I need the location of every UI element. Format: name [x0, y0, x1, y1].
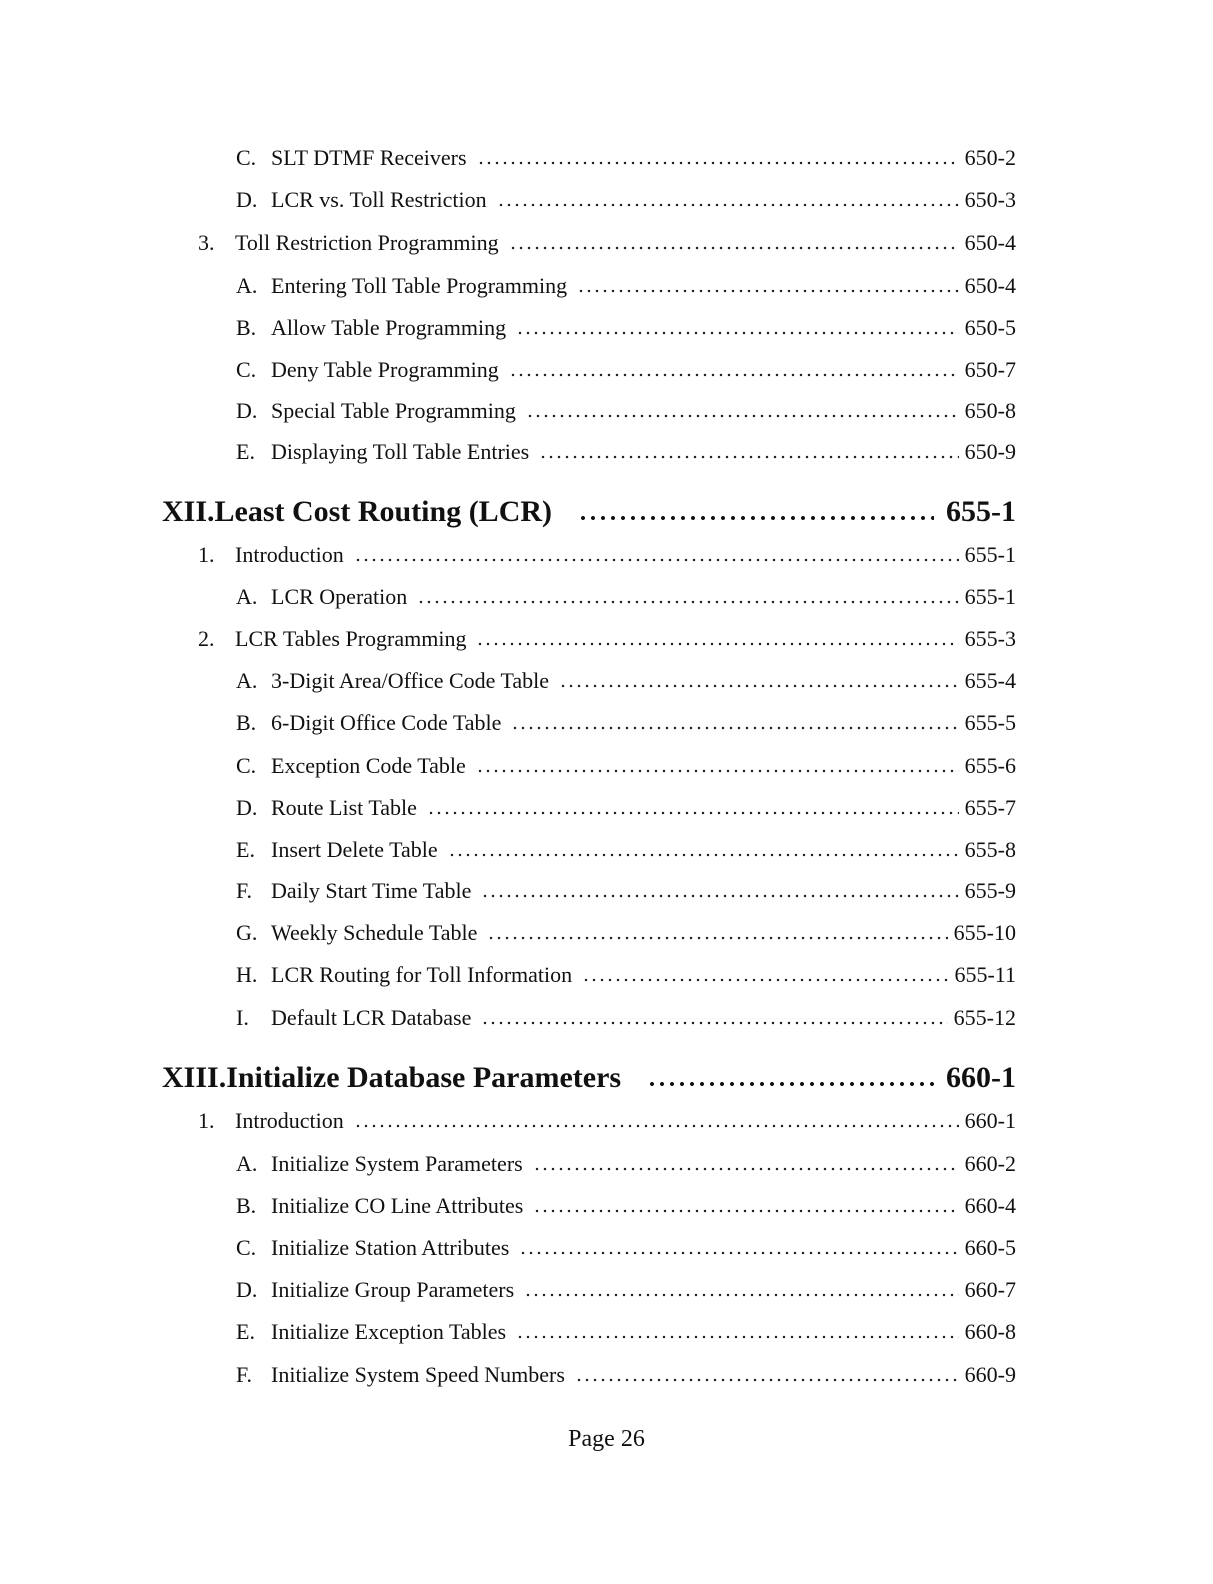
section-heading — [162, 1060, 1016, 1096]
dot-leader — [582, 962, 948, 982]
dot-leader — [516, 1319, 959, 1339]
toc-entry — [236, 919, 1016, 947]
entry-page: 655-9 — [964, 878, 1016, 903]
dot-leader — [575, 1362, 959, 1382]
entry-marker: D. — [236, 1277, 258, 1302]
entry-title: Weekly Schedule Table — [271, 920, 478, 945]
dot-leader — [354, 542, 959, 562]
toc-entry — [236, 752, 1016, 780]
dot-leader — [524, 1277, 959, 1297]
entry-page: 650-4 — [964, 273, 1016, 298]
entry-page: 655-6 — [964, 753, 1016, 778]
entry-marker: A. — [236, 273, 258, 298]
section-page: 655-1 — [946, 495, 1016, 528]
entry-title: Initialize Exception Tables — [271, 1319, 507, 1344]
entry-title: Entering Toll Table Programming — [271, 273, 568, 298]
toc-entry — [236, 667, 1016, 695]
dot-leader — [481, 1005, 947, 1025]
section-title: XII.Least Cost Routing (LCR) — [162, 495, 553, 528]
entry-title: Allow Table Programming — [271, 315, 507, 340]
dot-leader — [519, 1235, 958, 1255]
dot-leader — [539, 439, 958, 459]
entry-marker: I. — [236, 1005, 249, 1030]
entry-title: LCR Routing for Toll Information — [271, 962, 573, 987]
entry-page: 660-8 — [964, 1319, 1016, 1344]
toc-entry — [236, 186, 1016, 214]
toc-entry — [236, 1004, 1016, 1032]
entry-marker: B. — [236, 315, 257, 340]
section-heading — [162, 494, 1016, 530]
entry-marker: A. — [236, 668, 258, 693]
entry-title: Daily Start Time Table — [271, 878, 472, 903]
toc-entry — [236, 709, 1016, 737]
toc-entry — [236, 794, 1016, 822]
dot-leader — [647, 1063, 934, 1087]
toc-entry — [236, 1150, 1016, 1178]
entry-page: 650-5 — [964, 315, 1016, 340]
entry-page: 650-2 — [964, 145, 1016, 170]
dot-leader — [427, 795, 959, 815]
toc-entry — [236, 1276, 1016, 1304]
entry-title: 3-Digit Area/Office Code Table — [271, 668, 550, 693]
entry-page: 660-1 — [964, 1108, 1016, 1133]
toc-entry — [198, 625, 1016, 653]
entry-marker: D. — [236, 398, 258, 423]
toc-entry — [236, 144, 1016, 172]
entry-page: 655-8 — [964, 837, 1016, 862]
entry-title: Displaying Toll Table Entries — [271, 439, 530, 464]
section-title: XIII.Initialize Database Parameters — [162, 1061, 622, 1094]
dot-leader — [509, 357, 959, 377]
entry-marker: 3. — [198, 230, 215, 255]
entry-marker: A. — [236, 584, 258, 609]
toc-entry — [236, 836, 1016, 864]
entry-page: 655-1 — [964, 584, 1016, 609]
toc-entry — [236, 1361, 1016, 1389]
entry-title: LCR Tables Programming — [235, 626, 467, 651]
entry-marker: D. — [236, 187, 258, 212]
entry-title: Introduction — [235, 1108, 344, 1133]
entry-title: Special Table Programming — [271, 398, 516, 423]
dot-leader — [578, 497, 934, 521]
dot-leader — [476, 626, 958, 646]
dot-leader — [497, 187, 959, 207]
entry-title: Toll Restriction Programming — [235, 230, 499, 255]
entry-marker: C. — [236, 357, 257, 382]
entry-title: Introduction — [235, 542, 344, 567]
entry-title: Route List Table — [271, 795, 417, 820]
dot-leader — [559, 668, 959, 688]
entry-title: Initialize Station Attributes — [271, 1235, 510, 1260]
entry-page: 660-5 — [964, 1235, 1016, 1260]
entry-marker: C. — [236, 1235, 257, 1260]
toc-entry — [198, 229, 1016, 257]
entry-page: 655-1 — [964, 542, 1016, 567]
entry-title: Insert Delete Table — [271, 837, 438, 862]
toc-entry — [236, 438, 1016, 466]
entry-marker: F. — [236, 878, 252, 903]
entry-title: Exception Code Table — [271, 753, 466, 778]
entry-page: 655-4 — [964, 668, 1016, 693]
toc-entry — [236, 356, 1016, 384]
entry-marker: D. — [236, 795, 258, 820]
entry-title: 6-Digit Office Code Table — [271, 710, 502, 735]
entry-page: 650-4 — [964, 230, 1016, 255]
dot-leader — [476, 753, 959, 773]
entry-page: 660-7 — [964, 1277, 1016, 1302]
entry-marker: B. — [236, 710, 257, 735]
entry-page: 655-5 — [964, 710, 1016, 735]
entry-title: Initialize System Parameters — [271, 1151, 523, 1176]
entry-title: Initialize System Speed Numbers — [271, 1362, 565, 1387]
entry-marker: 1. — [198, 1108, 215, 1133]
dot-leader — [477, 145, 959, 165]
toc-entry — [198, 1107, 1016, 1135]
toc-entry — [236, 1192, 1016, 1220]
section-page: 660-1 — [946, 1061, 1016, 1094]
dot-leader — [417, 584, 958, 604]
entry-marker: 2. — [198, 626, 215, 651]
dot-leader — [354, 1108, 959, 1128]
page-number: Page 26 — [568, 1426, 645, 1452]
entry-title: Initialize CO Line Attributes — [271, 1193, 524, 1218]
toc-entry — [236, 583, 1016, 611]
entry-page: 650-9 — [964, 439, 1016, 464]
dot-leader — [448, 837, 959, 857]
entry-marker: C. — [236, 145, 257, 170]
dot-leader — [511, 710, 958, 730]
toc-entry — [236, 1234, 1016, 1262]
toc-entry — [198, 541, 1016, 569]
entry-page: 660-9 — [964, 1362, 1016, 1387]
dot-leader — [577, 273, 959, 293]
entry-marker: G. — [236, 920, 258, 945]
dot-leader — [509, 230, 959, 250]
entry-marker: 1. — [198, 542, 215, 567]
entry-marker: A. — [236, 1151, 258, 1176]
entry-page: 660-2 — [964, 1151, 1016, 1176]
entry-marker: E. — [236, 439, 255, 464]
toc-entry — [236, 397, 1016, 425]
entry-title: Default LCR Database — [271, 1005, 472, 1030]
entry-marker: F. — [236, 1362, 252, 1387]
entry-page: 655-11 — [954, 962, 1016, 987]
entry-page: 650-3 — [964, 187, 1016, 212]
entry-title: SLT DTMF Receivers — [271, 145, 467, 170]
toc-entry — [236, 272, 1016, 300]
entry-page: 655-7 — [964, 795, 1016, 820]
entry-page: 655-12 — [953, 1005, 1016, 1030]
entry-page: 660-4 — [964, 1193, 1016, 1218]
dot-leader — [533, 1193, 958, 1213]
toc-entry — [236, 961, 1016, 989]
entry-title: LCR vs. Toll Restriction — [271, 187, 487, 212]
entry-page: 655-10 — [953, 920, 1016, 945]
dot-leader — [481, 878, 958, 898]
dot-leader — [487, 920, 947, 940]
dot-leader — [533, 1151, 959, 1171]
toc-entry — [236, 1318, 1016, 1346]
dot-leader — [526, 398, 959, 418]
entry-page: 650-7 — [964, 357, 1016, 382]
entry-title: Deny Table Programming — [271, 357, 499, 382]
toc-entry — [236, 314, 1016, 342]
entry-title: Initialize Group Parameters — [271, 1277, 515, 1302]
entry-marker: B. — [236, 1193, 257, 1218]
entry-title: LCR Operation — [271, 584, 408, 609]
entry-marker: E. — [236, 837, 255, 862]
entry-marker: C. — [236, 753, 257, 778]
entry-marker: H. — [236, 962, 258, 987]
entry-page: 655-3 — [964, 626, 1016, 651]
entry-page: 650-8 — [964, 398, 1016, 423]
dot-leader — [516, 315, 959, 335]
toc-entry — [236, 877, 1016, 905]
entry-marker: E. — [236, 1319, 255, 1344]
